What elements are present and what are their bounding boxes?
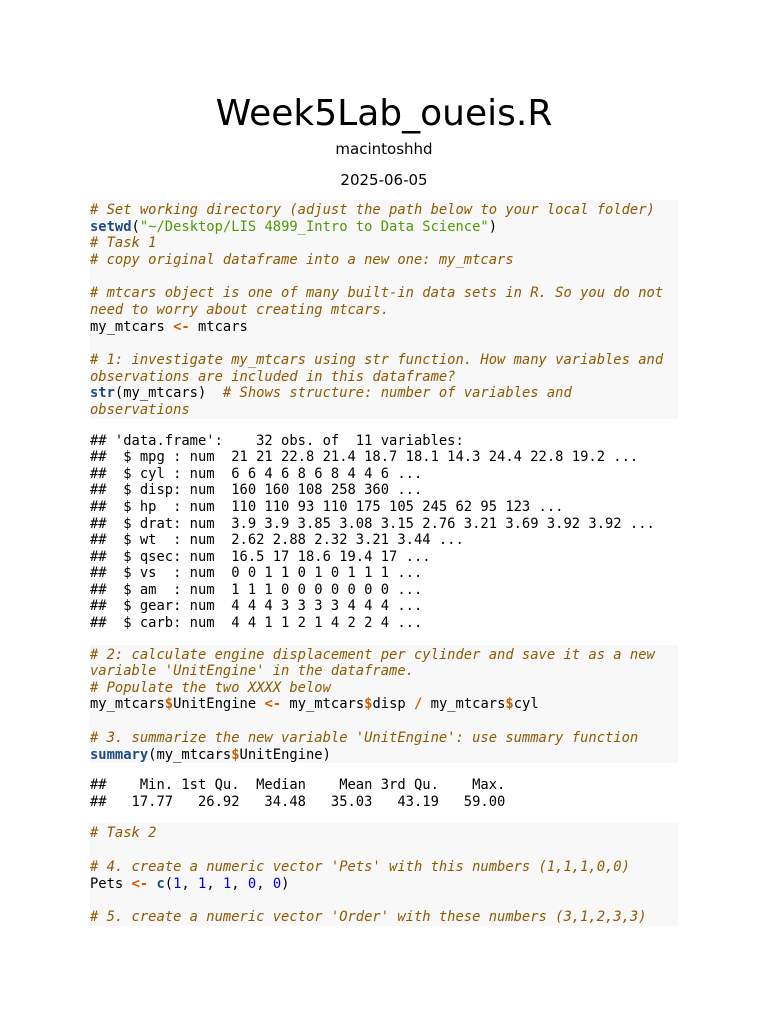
- output-chunk-2: [90, 777, 678, 810]
- document-body: [90, 200, 678, 926]
- code-text: ): [281, 875, 290, 892]
- code-text: my_mtcars: [281, 696, 365, 713]
- output-line: ## 'data.frame': 32 obs. of 11 variables:: [90, 432, 464, 449]
- code-number: 0: [247, 875, 257, 892]
- code-function: summary: [90, 746, 149, 763]
- code-comment: # copy original dataframe into a new one: my_mtcars: [90, 251, 514, 268]
- output-line: ## 17.77 26.92 34.48 35.03 43.19 59.00: [90, 793, 506, 810]
- code-operator: <-: [264, 696, 282, 713]
- code-text: UnitEngine: [173, 696, 265, 713]
- code-text: my_mtcars: [422, 696, 506, 713]
- code-function: c: [156, 875, 165, 892]
- code-comment: observations are included in this dataframe?: [90, 368, 456, 385]
- code-text: cyl: [513, 696, 539, 713]
- code-number: 1: [173, 875, 182, 892]
- code-operator: $: [505, 696, 514, 713]
- output-line: ## $ qsec: num 16.5 17 18.6 19.4 17 ...: [90, 548, 431, 565]
- code-text: ,: [181, 875, 199, 892]
- code-comment: variable 'UnitEngine' in the dataframe.: [90, 663, 414, 680]
- code-text: (my_mtcars: [148, 746, 232, 763]
- code-comment: # 4. create a numeric vector 'Pets' with this numbers (1,1,1,0,0): [90, 859, 630, 875]
- output-line: ## $ wt : num 2.62 2.88 2.32 3.21 3.44 ...: [90, 532, 464, 549]
- code-comment: # 5. create a numeric vector 'Order' with these numbers (3,1,2,3,3): [90, 909, 647, 926]
- code-comment: # Set working directory (adjust the path below to your local folder): [90, 202, 655, 218]
- code-operator: /: [414, 696, 423, 713]
- code-text: my_mtcars: [90, 696, 165, 713]
- code-comment: # 3. summarize the new variable 'UnitEngine': use summary function: [90, 730, 639, 747]
- code-comment: # 1: investigate my_mtcars using str function. How many variables and: [90, 352, 664, 369]
- code-comment: # 2: calculate engine displacement per cylinder and save it as a new: [90, 646, 655, 663]
- code-chunk-3: [90, 823, 678, 925]
- code-text: ): [488, 218, 498, 235]
- code-number: 0: [272, 875, 282, 892]
- code-text: Pets: [90, 875, 132, 892]
- code-operator: $: [164, 696, 174, 713]
- output-line: ## $ mpg : num 21 21 22.8 21.4 18.7 18.1 14.3 24.4 22.8 19.2 ...: [90, 449, 639, 466]
- code-number: 1: [198, 875, 207, 892]
- code-string: "~/Desktop/LIS 4899_Intro to Data Science": [139, 218, 489, 235]
- code-number: 1: [222, 875, 232, 892]
- code-comment: # Task 1: [90, 235, 157, 252]
- code-comment: # Task 2: [90, 825, 157, 842]
- code-text: my_mtcars: [90, 318, 174, 335]
- code-comment: need to worry about creating mtcars.: [90, 301, 390, 318]
- code-chunk-2: [90, 645, 678, 764]
- code-function: str: [90, 385, 115, 402]
- code-operator: $: [231, 746, 240, 763]
- output-line: ## Min. 1st Qu. Median Mean 3rd Qu. Max.: [90, 777, 506, 794]
- output-line: ## $ vs : num 0 0 1 1 0 1 0 1 1 1 ...: [90, 565, 423, 582]
- code-operator: <-: [173, 318, 190, 335]
- output-line: ## $ am : num 1 1 1 0 0 0 0 0 0 0 ...: [90, 581, 423, 598]
- output-line: ## $ carb: num 4 4 1 1 2 1 4 2 2 4 ...: [90, 615, 423, 632]
- code-text: (: [164, 875, 174, 892]
- code-text: ,: [256, 875, 273, 892]
- document-title: Week5Lab_oueis.R: [215, 93, 553, 134]
- document-date: 2025-06-05: [340, 171, 428, 189]
- code-chunk-1: [90, 200, 678, 419]
- code-comment: # Populate the two XXXX below: [90, 679, 331, 696]
- code-text: mtcars: [189, 318, 248, 335]
- output-line: ## $ gear: num 4 4 4 3 3 3 3 4 4 4 ...: [90, 598, 423, 615]
- code-function: setwd: [90, 218, 132, 235]
- output-chunk-1: [90, 433, 678, 632]
- code-text: UnitEngine): [239, 746, 331, 763]
- output-line: ## $ disp: num 160 160 108 258 360 ...: [90, 482, 423, 499]
- code-text: ,: [206, 875, 223, 892]
- code-text: ,: [231, 875, 248, 892]
- output-line: ## $ hp : num 110 110 93 110 175 105 245 62 95 123 ...: [90, 498, 564, 515]
- code-text: (: [131, 218, 140, 235]
- code-text: (my_mtcars): [114, 385, 223, 402]
- code-comment: observations: [90, 401, 190, 418]
- output-line: ## $ drat: num 3.9 3.9 3.85 3.08 3.15 2.76 3.21 3.69 3.92 3.92 ...: [90, 515, 655, 532]
- code-text: disp: [372, 696, 415, 713]
- code-operator: <-: [131, 875, 149, 892]
- output-line: ## $ cyl : num 6 6 4 6 8 6 8 4 4 6 ...: [90, 465, 423, 482]
- code-comment: # mtcars object is one of many built-in data sets in R. So you do not: [90, 285, 664, 302]
- code-operator: $: [364, 696, 373, 713]
- document-author: macintoshhd: [335, 140, 433, 158]
- code-comment: # Shows structure: number of variables and: [222, 385, 572, 402]
